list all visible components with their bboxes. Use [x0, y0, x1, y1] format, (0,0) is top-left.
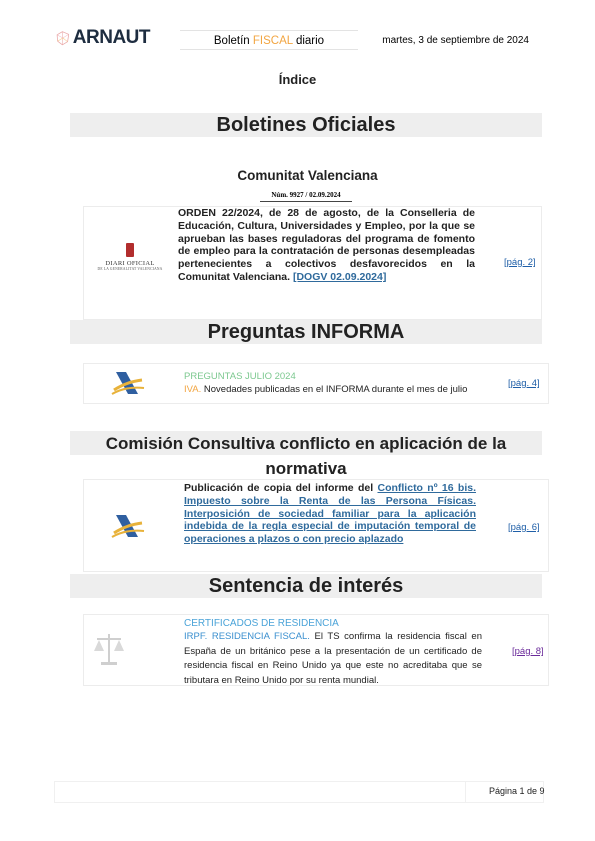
agencia-tributaria-icon	[108, 368, 146, 398]
orden-summary	[178, 207, 475, 284]
header-date: martes, 3 de septiembre de 2024	[382, 35, 529, 46]
generalitat-crest-icon	[126, 243, 134, 257]
comision-lead: Publicación de copia del informe del	[184, 482, 374, 494]
preguntas-text: Novedades publicadas en el INFORMA durante el mes de julio	[203, 384, 468, 395]
section-preguntas-informa: Preguntas INFORMA	[70, 320, 542, 344]
preguntas-description	[184, 384, 467, 395]
page-footer	[54, 781, 544, 803]
logo-text: ARNAUT	[72, 27, 150, 48]
sentencia-summary	[184, 630, 482, 688]
page-number: Página 1 de 9	[489, 786, 545, 796]
sentencia-heading: CERTIFICADOS DE RESIDENCIA	[184, 618, 339, 629]
arnaut-logo-icon	[55, 23, 71, 53]
orden-text: ORDEN 22/2024, de 28 de agosto, de la Conselleria de Educación, Cultura, Universidades y Empleo, por la que se aprueban las bases reguladoras del programa de fomento de empleo para la contratación de personas desempleadas pertenecientes a colectivos desfavorecidos en la Comunitat Valenciana.	[178, 207, 475, 283]
comision-summary	[184, 482, 476, 546]
page-link-2[interactable]: [pág. 2]	[504, 257, 536, 268]
diari-oficial-logo-title: DIARI OFICIAL	[105, 260, 155, 267]
diari-oficial-logo	[86, 243, 174, 271]
bulletin-prefix: Boletín	[213, 35, 250, 47]
page-header	[55, 22, 545, 56]
page-link-4[interactable]: [pág. 4]	[508, 378, 540, 389]
bulletin-fiscal: FISCAL	[252, 35, 293, 47]
page-link-6[interactable]: [pág. 6]	[508, 522, 540, 533]
bulletin-suffix: diario	[295, 35, 325, 47]
bulletin-entry-card	[83, 206, 542, 320]
bulletin-title	[180, 30, 358, 50]
preguntas-entry-card	[83, 363, 549, 404]
footer-divider	[465, 782, 466, 802]
sentencia-entry-card	[83, 614, 549, 686]
comision-entry-card	[83, 479, 549, 572]
sentencia-text: El TS confirma la residencia fiscal en España de un británico pese a la presentación de un certificado de residencia fiscal en Reino Unido ya que este no acreditaba que se tributara en Reino Unido por su renta mundial.	[184, 631, 482, 686]
page-link-8[interactable]: [pág. 8]	[512, 646, 544, 657]
section-sentencia-interes: Sentencia de interés	[70, 574, 542, 598]
section-comision-consultiva: Comisión Consultiva conflicto en aplicación de la normativa	[70, 431, 542, 455]
dogv-link[interactable]: [DOGV 02.09.2024]	[292, 270, 387, 283]
region-title: Comunitat Valenciana	[237, 168, 378, 183]
diari-oficial-logo-subtitle: DE LA GENERALITAT VALENCIANA	[97, 267, 163, 271]
bulletin-number: Núm. 9927 / 02.09.2024	[260, 191, 352, 202]
preguntas-heading: PREGUNTAS JULIO 2024	[184, 371, 296, 382]
section-boletines-oficiales: Boletines Oficiales	[70, 113, 542, 137]
irpf-tag: IRPF. RESIDENCIA FISCAL.	[184, 631, 310, 642]
arnaut-logo	[55, 22, 150, 54]
iva-tag: IVA.	[184, 384, 202, 395]
index-title: Índice	[278, 72, 317, 87]
agencia-tributaria-icon	[108, 511, 146, 541]
conflicto-link[interactable]: Conflicto nº 16 bis. Impuesto sobre la Renta de las Persona Físicas. Interposición de sociedad familiar para la aplicación indebida de la regla especial de imputación temporal de operaciones a plazos o con precio aplazado	[184, 482, 476, 546]
scales-of-justice-icon	[92, 631, 126, 667]
